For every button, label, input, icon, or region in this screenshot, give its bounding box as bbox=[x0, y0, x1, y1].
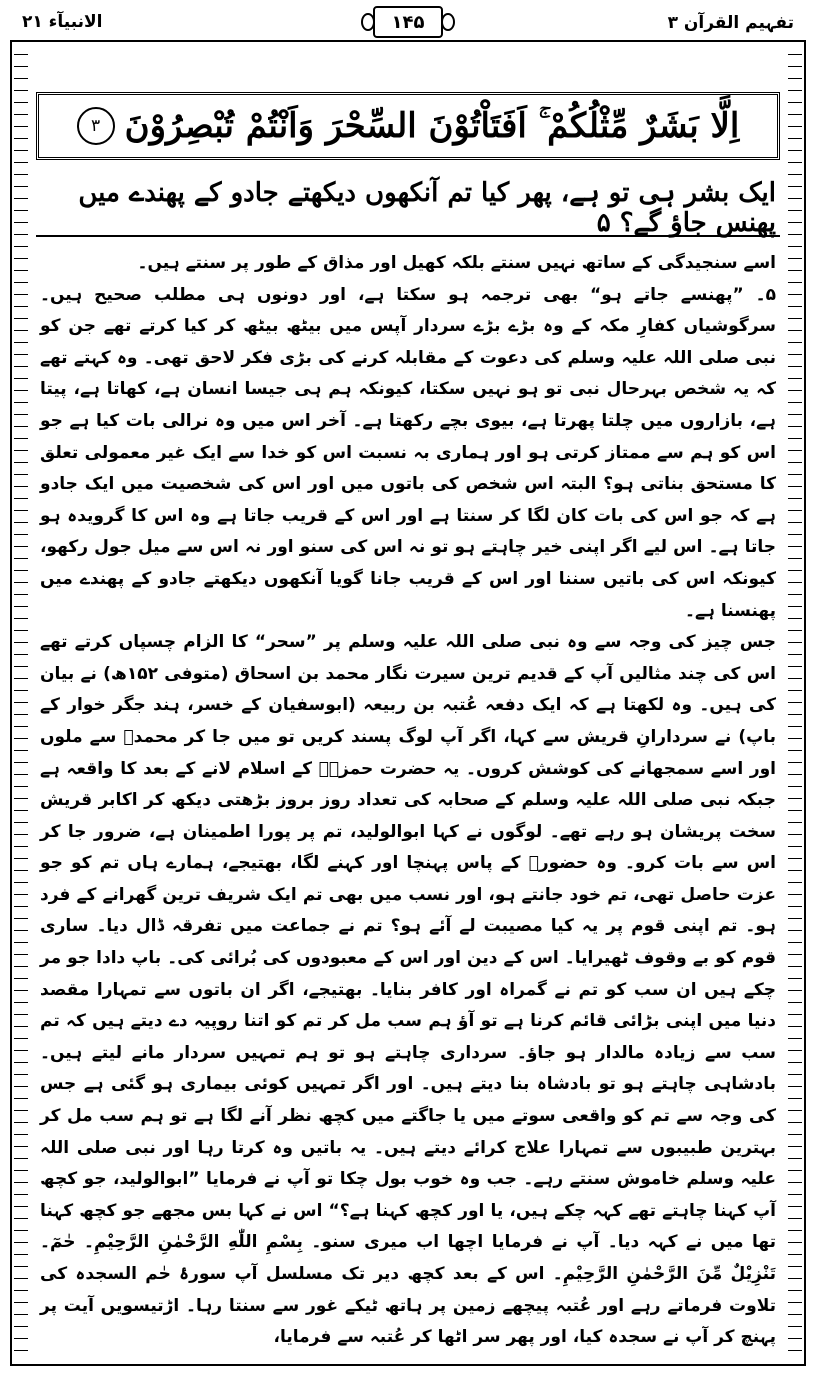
left-border-ornament bbox=[14, 48, 28, 1358]
arabic-verse-box bbox=[36, 92, 780, 160]
commentary-paragraph: ۵۔ ”پھنسے جاتے ہو“ بھی ترجمہ ہو سکتا ہے، اور دونوں ہی مطلب صحیح ہیں۔ سرگوشیاں کفارِ مکہ کے وہ بڑے بڑے سردار آپس میں بیٹھ بیٹھ کر کیا کرتے تھے جن کو نبی صلی اللہ علیہ وسلم کی دعوت کے مقابلہ کرنے کی بڑی فکر لاحق تھی۔ وہ کہتے تھے کہ یہ شخص بہرحال نبی تو ہو نہیں سکتا، کیونکہ ہم ہی جیسا انسان ہے، کھاتا ہے، پیتا ہے، بازاروں میں چلتا پھرتا ہے، بیوی بچے رکھتا ہے۔ آخر اس میں وہ نرالی بات کیا ہے جو اس کو ہم سے ممتاز کرتی ہو اور ہماری بہ نسبت اس کو خدا سے ایک غیر معمولی تعلق کا مستحق بناتی ہو؟ البتہ اس شخص کی باتوں میں اور اس کی شخصیت میں ایک جادو ہے کہ جو اس کی بات کان لگا کر سنتا ہے اور اس کے قریب جاتا ہے وہ اس کا گرویدہ ہو جاتا ہے۔ اس لیے اگر اپنی خیر چاہتے ہو تو نہ اس کی سنو اور نہ اس سے میل جول رکھو، کیونکہ اس کی باتیں سننا اور اس کے قریب جانا گویا آنکھوں دیکھتے جادو کے پھندے میں پھنسنا ہے۔ bbox=[40, 284, 776, 621]
right-border-ornament bbox=[788, 48, 802, 1358]
commentary-paragraph: اسے سنجیدگی کے ساتھ نہیں سنتے بلکہ کھیل اور مذاق کے طور پر سنتے ہیں۔ bbox=[137, 253, 776, 273]
book-title: تفہیم القرآن ۳ bbox=[667, 13, 794, 33]
urdu-translation: ایک بشر ہی تو ہے، پھر کیا تم آنکھوں دیکھتے جادو کے پھندے میں پھنس جاؤ گے؟ ۵ bbox=[78, 178, 776, 238]
arabic-verse: اِلَّا بَشَرٌ مِّثْلُكُمْ ۚ اَفَتَاْتُوْنَ السِّحْرَ وَاَنْتُمْ تُبْصِرُوْنَ bbox=[124, 106, 740, 146]
page-header bbox=[22, 6, 794, 36]
ayah-number: ۳ bbox=[91, 116, 101, 136]
surah-label: الانبیآء ۲۱ bbox=[22, 12, 103, 32]
ayah-number-marker bbox=[77, 107, 115, 145]
commentary-text bbox=[40, 248, 776, 1361]
commentary-paragraph: جس چیز کی وجہ سے وہ نبی صلی اللہ علیہ وسلم پر ”سحر“ کا الزام چسپاں کرتے تھے اس کی چند مثالیں آپ کے قدیم ترین سیرت نگار محمد بن اسحاق (متوفی ۱۵۲ھ) نے بیان کی ہیں۔ وہ لکھتا ہے کہ ایک دفعہ عُتبہ بن ربیعہ (ابوسفیان کے خسر، ہند جگر خوار کے باپ) نے سردارانِ قریش سے کہا، اگر آپ لوگ پسند کریں تو میں جا کر محمدؐ سے ملوں اور اسے سمجھانے کی کوشش کروں۔ یہ حضرت حمزہؓ کے اسلام لانے کے بعد کا واقعہ ہے جبکہ نبی صلی اللہ علیہ وسلم کے صحابہ کی تعداد روز بروز بڑھتی دیکھ کر اکابر قریش سخت پریشان ہو رہے تھے۔ لوگوں نے کہا ابوالولید، تم پر پورا اطمینان ہے، ضرور جا کر اس سے بات کرو۔ وہ حضورؐ کے پاس پہنچا اور کہنے لگا، بھتیجے، ہمارے ہاں تم کو جو عزت حاصل تھی، تم خود جانتے ہو، اور نسب میں بھی تم ایک شریف ترین گھرانے کے فرد ہو۔ تم اپنی قوم پر یہ کیا مصیبت لے آئے ہو؟ تم نے جماعت میں تفرقہ ڈال دیا۔ ساری قوم کو بے وقوف ٹھیرایا۔ اس کے دین اور اس کے معبودوں کی بُرائی کی۔ باپ دادا جو مر چکے ہیں ان سب کو تم نے گمراہ اور کافر بنایا۔ بھتیجے، اگر ان باتوں سے تمہارا مقصد دنیا میں اپنی بڑائی قائم کرنا ہے تو آؤ ہم سب مل کر تم کو اتنا روپیہ دے دیتے ہیں کہ تم سب سے زیادہ مالدار ہو جاؤ۔ سرداری چاہتے ہو تو ہم تمہیں سردار مانے لیتے ہیں۔ بادشاہی چاہتے ہو تو بادشاہ بنا دیتے ہیں۔ اور اگر تمہیں کوئی بیماری ہو گئی ہے جس کی وجہ سے تم کو واقعی سوتے میں یا جاگتے میں کچھ نظر آنے لگا ہے تو ہم سب مل کر بہترین طبیبوں سے تمہارا علاج کرائے دیتے ہیں۔ یہ باتیں وہ کرتا رہا اور نبی صلی اللہ علیہ وسلم خاموش سنتے رہے۔ جب وہ خوب بول چکا تو آپ نے فرمایا ”ابوالولید، جو کچھ آپ کہنا چاہتے تھے کہہ چکے ہیں، یا اور کچھ کہنا ہے؟“ اس نے کہا بس مجھے جو کچھ کہنا تھا میں نے کہہ دیا۔ آپ نے فرمایا اچھا اب میری سنو۔ بِسْمِ اللّٰهِ الرَّحْمٰنِ الرَّحِيْمِ۔ حٰمٓ۔ تَنْزِيْلٌ مِّنَ الرَّحْمٰنِ الرَّحِيْمِ۔ اس کے بعد کچھ دیر تک مسلسل آپ سورۂ حٰم السجدہ کی تلاوت فرماتے رہے اور عُتبہ پیچھے زمین پر ہاتھ ٹیکے غور سے سنتا رہا۔ اڑتیسویں آیت پر پہنچ کر آپ نے سجدہ کیا، اور پھر سر اٹھا کر عُتبہ سے فرمایا، bbox=[40, 632, 777, 1348]
page-number-box bbox=[373, 6, 443, 38]
page-number: ۱۴۵ bbox=[391, 11, 425, 33]
divider bbox=[36, 235, 780, 237]
